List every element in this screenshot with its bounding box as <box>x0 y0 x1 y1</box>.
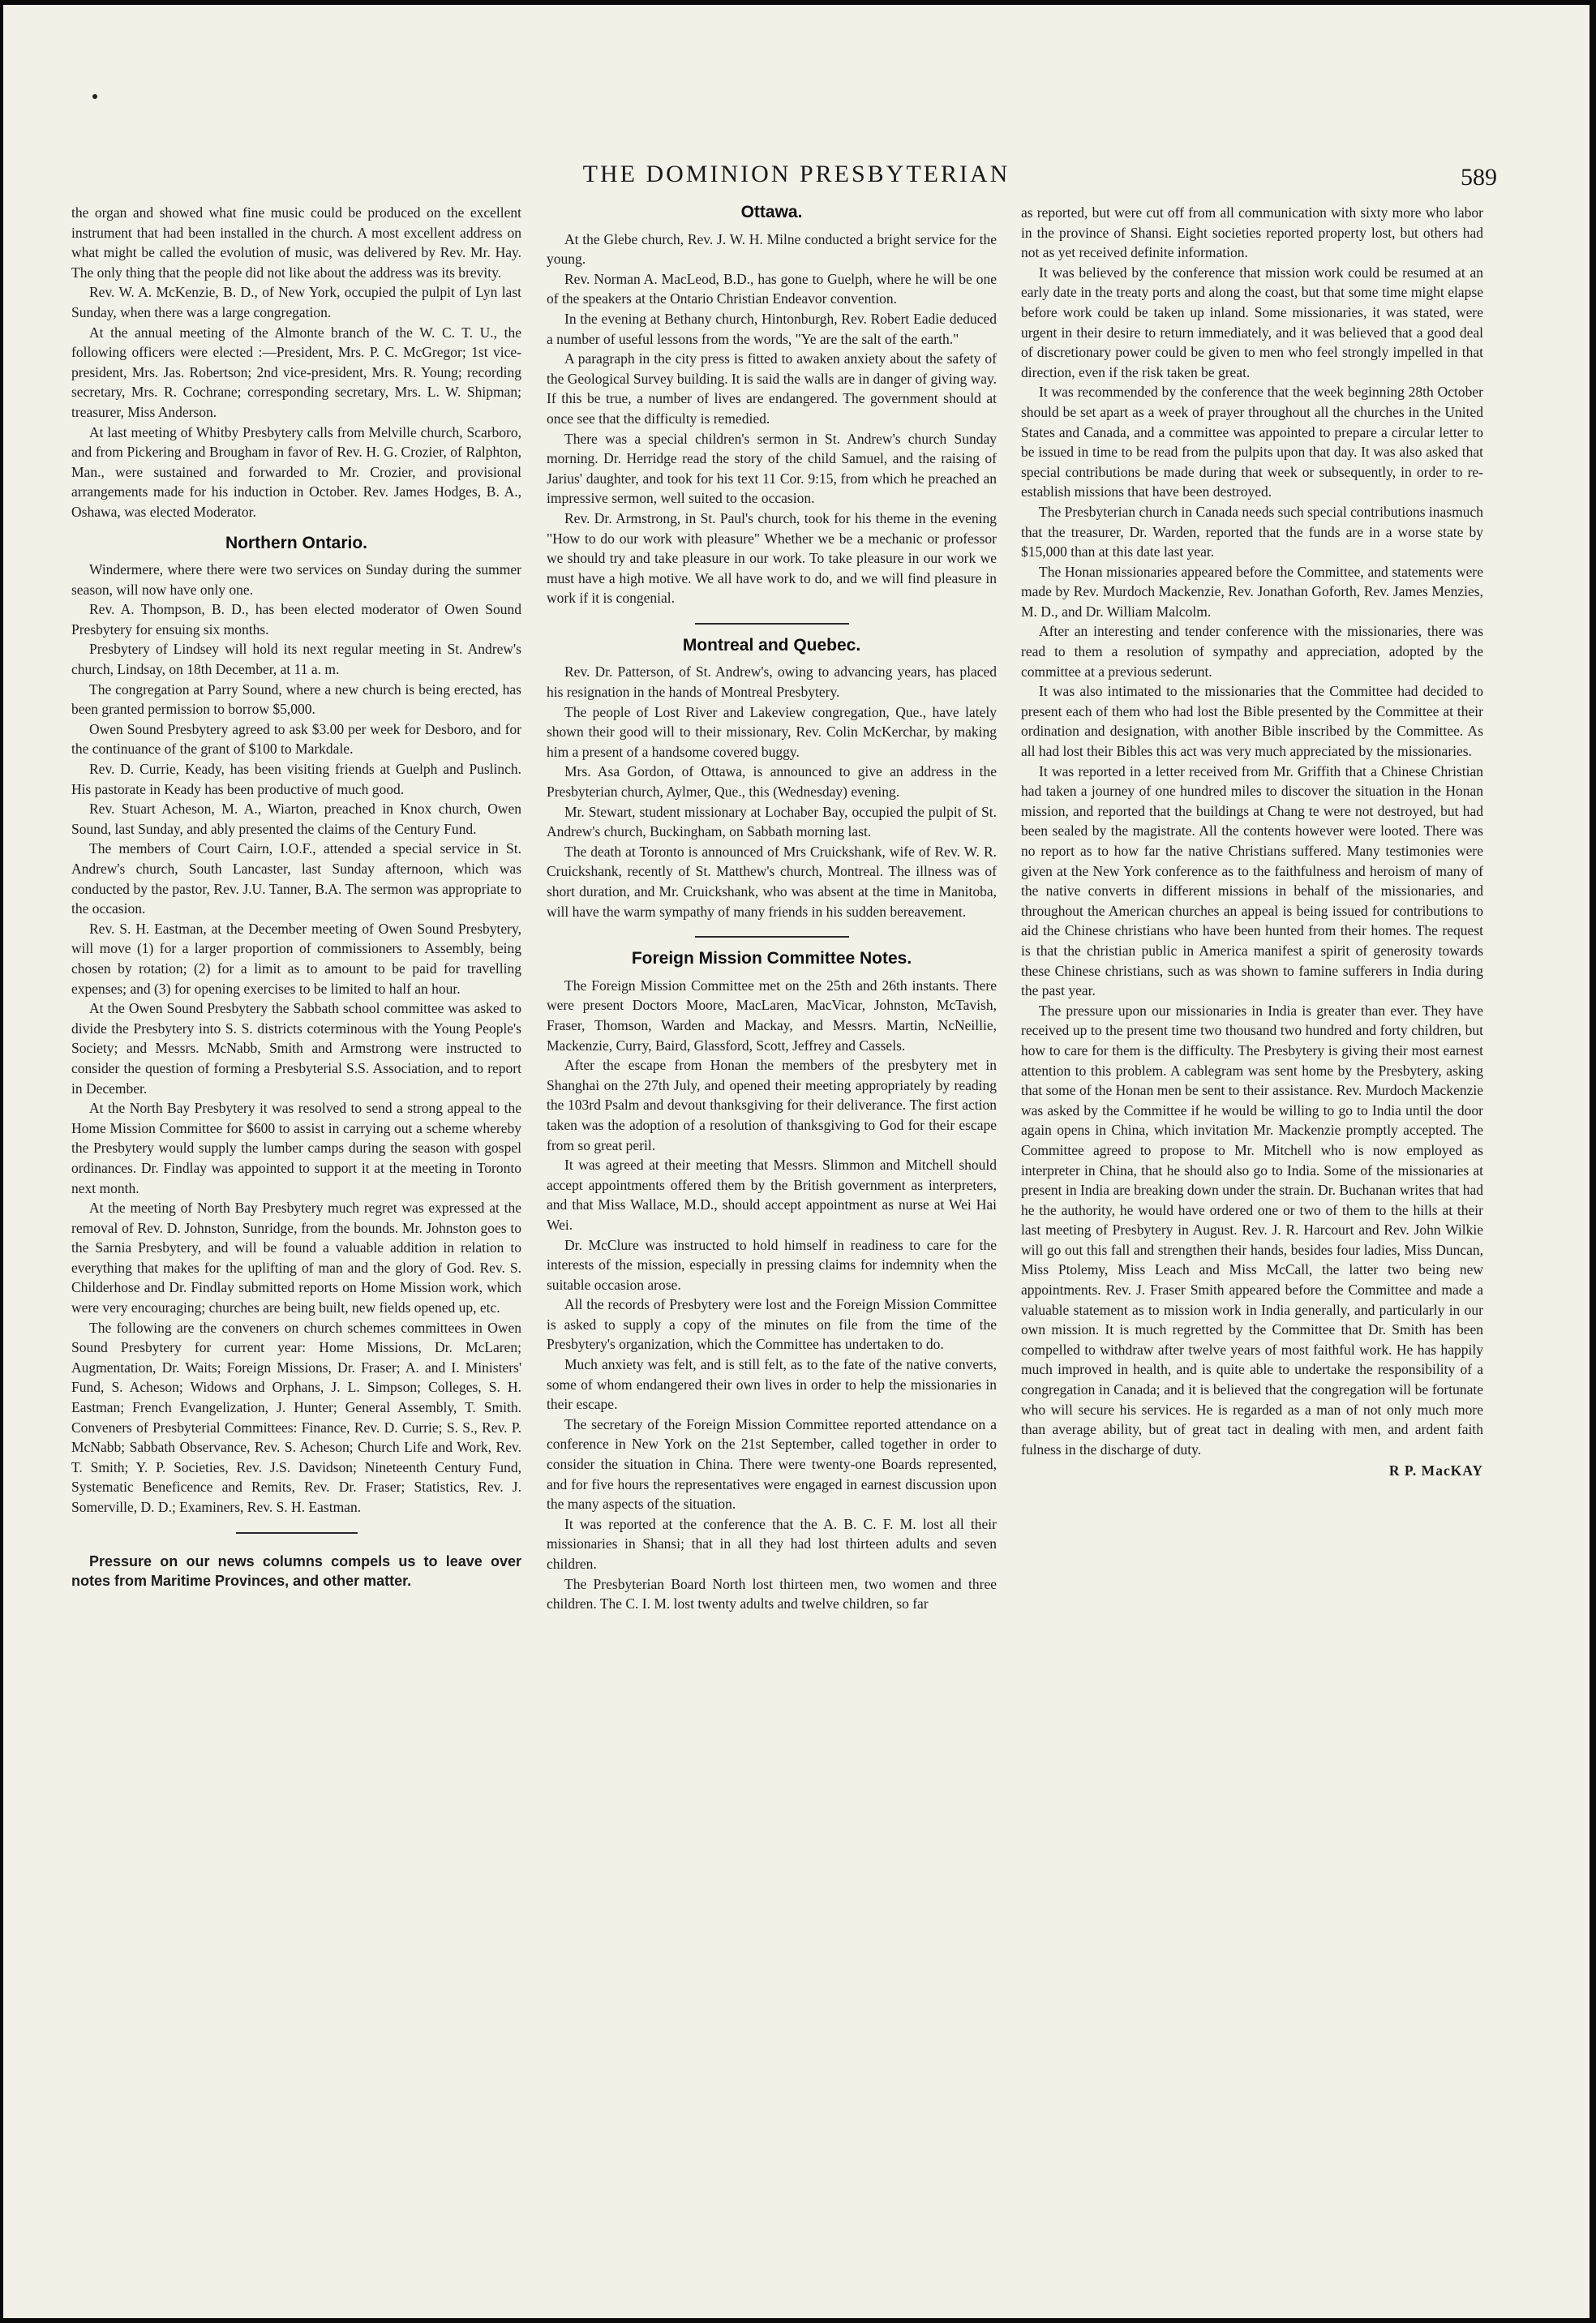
paragraph: At the Glebe church, Rev. J. W. H. Milne conducted a bright service for the young. <box>547 230 997 268</box>
paragraph: The death at Toronto is announced of Mrs Cruickshank, wife of Rev. W. R. Cruickshank, recently of St. Matthew's church, Montreal. The illness was of short duration, and Mr. Cruickshank, who was absent at the time in Manitoba, will have the warm sympathy of many friends in his sudden bereavement. <box>547 843 997 920</box>
paragraph: Rev. Dr. Patterson, of St. Andrew's, owing to advancing years, has placed his resignation in the hands of Montreal Presbytery. <box>547 663 997 701</box>
newspaper-page <box>3 5 1590 2318</box>
paragraph: The secretary of the Foreign Mission Committee reported attendance on a conference in New York on the 21st September, called together in order to consider the situation in China. There were twenty-one Boards represented, and for five hours the representatives were engaged in earnest discussion upon the many aspects of the situation. <box>547 1415 997 1513</box>
paragraph: The pressure upon our missionaries in India is greater than ever. They have received up to the present time two thousand two hundred and forty children, but how to care for them is the difficulty. The Presbytery is giving their most earnest attention to this problem. A cablegram was sent home by the Presbytery, asking that some of the Honan men be sent to their assistance. Rev. Murdoch Mackenzie was asked by the Committee if he would be willing to go to India until the door again opens in China, which invitation Mr. Mackenzie promptly accepted. The Committee agreed to propose to Mr. Mitchell who is now employed as interpreter in China, that he should also go to India. Some of the missionaries at present in India are breaking down under the strain. Dr. Buchanan writes that had he the authority, he would have ordered one or two of them to the hills at their last meeting of Presbytery in August. Rev. J. R. Harcourt and Rev. John Wilkie will go out this fall and strengthen their hands, besides four ladies, Miss Duncan, Miss Ptolemy, Miss Leach and Miss McCall, the latter two being new appointments. Rev. J. Fraser Smith appeared before the Committee and made a valuable statement as to mission work in India generally, and particularly in our own mission. It is much regretted by the Committee that Dr. Smith has been compelled to withdraw after twelve years of most faithful work. He has happily much improved in health, and is quite able to undertake the responsibility of a congregation in Canada; and it is believed that the congregation will be fortunate who will secure his services. He is regarded as a man of not only much more than average ability, but of great tact in dealing with men, and ardent faith fulness in the discharge of duty. <box>1021 1002 1483 1458</box>
paragraph: All the records of Presbytery were lost and the Foreign Mission Committee is asked to supply a copy of the minutes on file from the time of the Presbytery's organization, which the Committee has undertaken to do. <box>547 1296 997 1353</box>
ink-speck <box>92 94 97 99</box>
paragraph: At the Owen Sound Presbytery the Sabbath school committee was asked to divide the Presbytery into S. S. districts coterminous with the Young People's Society; and Messrs. McNabb, Smith and Armstrong were instructed to consider the question of forming a Presbyterial S.S. Association, and to report in December. <box>71 1000 521 1097</box>
paragraph: It was agreed at their meeting that Messrs. Slimmon and Mitchell should accept appointments offered them by the British government as interpreters, and that Miss Wallace, M.D., should accept appointment as nurse at Wei Hai Wei. <box>547 1157 997 1233</box>
paragraph: The following are the conveners on church schemes committees in Owen Sound Presbytery for current year: Home Missions, Dr. McLaren; Augmentation, Dr. Waits; Foreign Missions, Dr. Fraser; A. and I. Ministers' Fund, S. Acheson; Widows and Orphans, J. L. Simpson; Colleges, S. H. Eastman; French Evangelization, J. Hunter; General Assembly, T. Smith. Conveners of Presbyterial Committees: Finance, Rev. D. Currie; S. S., Rev. P. McNabb; Sabbath Observance, Rev. S. Acheson; Church Life and Work, Rev. T. Smith; Y. P. Societies, Rev. J.S. Davidson; Nineteenth Century Fund, Systematic Beneficence and Remits, Rev. Dr. Fraser; Statistics, Rev. J. Somerville, D. D.; Examiners, Rev. S. H. Eastman. <box>71 1319 521 1515</box>
paragraph: A paragraph in the city press is fitted to awaken anxiety about the safety of the Geological Survey building. It is said the walls are in danger of giving way. If this be true, a number of lives are endangered. The government should at once see that the difficulty is remedied. <box>547 350 997 427</box>
column-2 <box>547 203 997 1614</box>
divider <box>695 936 849 938</box>
section-heading-northern-ontario: Northern Ontario. <box>225 533 367 552</box>
paragraph: At the North Bay Presbytery it was resolved to send a strong appeal to the Home Mission Committee for $600 to assist in carrying out a scheme whereby the Presbytery would supply the lumber camps during the season with gospel ordinances. Dr. Findlay was appointed to support it at the meeting in Toronto next month. <box>71 1100 521 1196</box>
paragraph: The Presbyterian Board North lost thirteen men, two women and three children. The C. I. M. lost twenty adults and twelve children, so far <box>547 1575 997 1612</box>
paragraph: Dr. McClure was instructed to hold himself in readiness to care for the interests of the mission, especially in pressing claims for indemnity when the suitable occasion arose. <box>547 1236 997 1293</box>
paragraph: The Presbyterian church in Canada needs such special contributions inasmuch that the treasurer, Dr. Warden, reported that the funds are in a worse state by $15,000 than at this date last year. <box>1021 503 1483 560</box>
paragraph: Mr. Stewart, student missionary at Lochaber Bay, occupied the pulpit of St. Andrew's church, Buckingham, on Sabbath morning last. <box>547 803 997 840</box>
paragraph: After the escape from Honan the members of the presbytery met in Shanghai on the 27th July, and opened their meeting appropriately by reading the 103rd Psalm and devout thanksgiving for their deliverance. The first action taken was the adoption of a resolution of thanksgiving to God for their escape from so great peril. <box>547 1057 997 1153</box>
paragraph: The members of Court Cairn, I.O.F., attended a special service in St. Andrew's church, South Lancaster, last Sunday afternoon, which was conducted by the pastor, Rev. J.U. Tanner, B.A. The sermon was appropriate to the occasion. <box>71 840 521 917</box>
paragraph: It was also intimated to the missionaries that the Committee had decided to present each of them who had lost the Bible presented by the Committee at their ordination and designation, with another Bible inscribed by the Committee. As all had lost their Bibles this act was very much appreciated by the missionaries. <box>1021 683 1483 760</box>
paragraph: The people of Lost River and Lakeview congregation, Que., have lately shown their good will to their missionary, Rev. Colin McKerchar, by making him a present of a handsome covered buggy. <box>547 703 997 760</box>
column-1 <box>71 203 521 1591</box>
paragraph: Rev. Stuart Acheson, M. A., Wiarton, preached in Knox church, Owen Sound, last Sunday, and ably presented the claims of the Century Fund. <box>71 801 521 837</box>
paragraph: Rev. Dr. Armstrong, in St. Paul's church, took for his theme in the evening "How to do our work with pleasure" Whether we be a mechanic or professor we should try and take pleasure in our work. To take pleasure in our work we must have a high motive. We all have work to do, and we will find pleasure in work if it is congenial. <box>547 509 997 607</box>
paragraph: The Foreign Mission Committee met on the 25th and 26th instants. There were present Doctors Moore, MacLaren, MacVicar, Johnston, McTavish, Fraser, Thomson, Warden and Mackay, and Messrs. Martin, NcNeillie, Mackenzie, Curry, Baird, Glassford, Scott, Jeffrey and Cassels. <box>547 977 997 1054</box>
paragraph: as reported, but were cut off from all communication with sixty more who labor in the province of Shansi. Eight societies reported property lost, but others had not as yet received definite information. <box>1021 204 1483 261</box>
editorial-note: Pressure on our news columns compels us to leave over notes from Maritime Provinces, and other matter. <box>71 1552 521 1590</box>
paragraph: Windermere, where there were two services on Sunday during the summer season, will now have only one. <box>71 561 521 598</box>
paragraph: It was believed by the conference that mission work could be resumed at an early date in the treaty ports and along the coast, but that some time might elapse before work could be taken up inland. Some missionaries, it was stated, were urgent in their desire to return immediately, and it was believed that a good deal of discretionary power could be given to men who feel strongly impelled in that direction, even if the risk taken be great. <box>1021 264 1483 380</box>
paragraph: The congregation at Parry Sound, where a new church is being erected, has been granted permission to borrow $5,000. <box>71 681 521 718</box>
paragraph: Rev. S. H. Eastman, at the December meeting of Owen Sound Presbytery, will move (1) for a larger proportion of commissioners to Assembly, being chosen by rotation; (2) for a limit as to amount to be paid for travelling expenses; and (3) for opening exercises to be limited to half an hour. <box>71 920 521 997</box>
paragraph: It was recommended by the conference that the week beginning 28th October should be set apart as a week of prayer throughout all the churches in the United States and Canada, and a committee was appointed to prepare a circular letter to be issued in time to be read from the pulpits upon that day. It was also asked that special contributions be made during that week or subsequently, in order to re-establish missions that have been destroyed. <box>1021 384 1483 500</box>
divider <box>695 623 849 625</box>
column-3 <box>1021 203 1483 1481</box>
paragraph: At the meeting of North Bay Presbytery much regret was expressed at the removal of Rev. D. Johnston, Sunridge, from the bounds. Mr. Johnston goes to the Sarnia Presbytery, and will be found a valuable addition in relation to everything that makes for the uplifting of man and the glory of God. Rev. S. Childerhose and Dr. Findlay submitted reports on Home Mission work, which were very encouraging; churches are being built, new fields opened up, etc. <box>71 1200 521 1316</box>
masthead: THE DOMINION PRESBYTERIAN <box>582 161 1010 187</box>
section-heading-montreal-quebec: Montreal and Quebec. <box>682 635 861 655</box>
paragraph: Much anxiety was felt, and is still felt, as to the fate of the native converts, some of whom endangered their own lives in order to help the missionaries in their escape. <box>547 1356 997 1413</box>
paragraph: At last meeting of Whitby Presbytery calls from Melville church, Scarboro, and from Pickering and Brougham in favor of Rev. H. G. Crozier, of Ralphton, Man., were sustained and forwarded to Mr. Crozier, and provisional arrangements made for his induction in October. Rev. James Hodges, B. A., Oshawa, was elected Moderator. <box>71 423 521 520</box>
paragraph: It was reported in a letter received from Mr. Griffith that a Chinese Christian had taken a journey of one hundred miles to discover the situation in the Honan mission, and reported that the buildings at Chang te were not destroyed, but had been sealed by the magistrate. All the contents however were looted. There was no report as to how far the native Christians suffered. Many testimonies were given at the New York conference as to the faithfulness and heroism of many of the native converts in different missions in behalf of the missionaries, and throughout the American churches an appeal is being issued for contributions to aid the Chinese christians who have been hunted from their homes. The request is that the christian public in America manifest a spirit of generosity towards these Chinese christians, such as was shown to famine sufferers in India during the past year. <box>1021 762 1483 999</box>
paragraph: Rev. A. Thompson, B. D., has been elected moderator of Owen Sound Presbytery for ensuing six months. <box>71 601 521 638</box>
divider <box>236 1532 358 1534</box>
paragraph: Owen Sound Presbytery agreed to ask $3.00 per week for Desboro, and for the continuance of the grant of $100 to Markdale. <box>71 720 521 758</box>
paragraph: Rev. Norman A. MacLeod, B.D., has gone to Guelph, where he will be one of the speakers at the Ontario Christian Endeavor convention. <box>547 270 997 307</box>
paragraph: Presbytery of Lindsey will hold its next regular meeting in St. Andrew's church, Lindsay, on 18th December, at 11 a. m. <box>71 641 521 678</box>
author-signature: R P. MacKAY <box>1388 1462 1483 1479</box>
paragraph: At the annual meeting of the Almonte branch of the W. C. T. U., the following officers were elected :—President, Mrs. P. C. McGregor; 1st vice-president, Mrs. Jas. Robertson; 2nd vice-president, Mrs. R. Young; recording secretary, Mrs. R. Cochrane; corresponding secretary, Mrs. L. W. Shipman; treasurer, Miss Anderson. <box>71 324 521 420</box>
paragraph: the organ and showed what fine music could be produced on the excellent instrument that had been installed in the church. A most excellent address on what might be called the evolution of music, was delivered by Rev. Mr. Hay. The only thing that the people did not like about the address was its brevity. <box>71 204 521 281</box>
paragraph: After an interesting and tender conference with the missionaries, there was read to them a resolution of sympathy and appreciation, adopted by the committee at a previous sederunt. <box>1021 623 1483 680</box>
section-heading-foreign-mission: Foreign Mission Committee Notes. <box>631 949 912 968</box>
paragraph: Mrs. Asa Gordon, of Ottawa, is announced to give an address in the Presbyterian church, Aylmer, Que., this (Wednesday) evening. <box>547 763 997 801</box>
paragraph: The Honan missionaries appeared before the Committee, and statements were made by Rev. Murdoch Mackenzie, Rev. Jonathan Goforth, Rev. James Menzies, M. D., and Dr. William Malcolm. <box>1021 563 1483 620</box>
paragraph: Rev. D. Currie, Keady, has been visiting friends at Guelph and Puslinch. His pastorate in Keady has been productive of much good. <box>71 761 521 797</box>
paragraph: It was reported at the conference that the A. B. C. F. M. lost all their missionaries in Shansi; that in all they had lost thirteen adults and seven children. <box>547 1515 997 1572</box>
paragraph: Rev. W. A. McKenzie, B. D., of New York, occupied the pulpit of Lyn last Sunday, when there was a large congregation. <box>71 284 521 320</box>
section-heading-ottawa: Ottawa. <box>740 203 803 221</box>
paragraph: There was a special children's sermon in St. Andrew's church Sunday morning. Dr. Herridge read the story of the child Samuel, and the raising of Jarius' daughter, and took for his text 11 Cor. 9:15, from which he preached an impressive sermon, well suited to the occasion. <box>547 430 997 507</box>
paragraph: In the evening at Bethany church, Hintonburgh, Rev. Robert Eadie deduced a number of useful lessons from the words, "Ye are the salt of the earth." <box>547 310 997 347</box>
page-number: 589 <box>1461 164 1497 191</box>
